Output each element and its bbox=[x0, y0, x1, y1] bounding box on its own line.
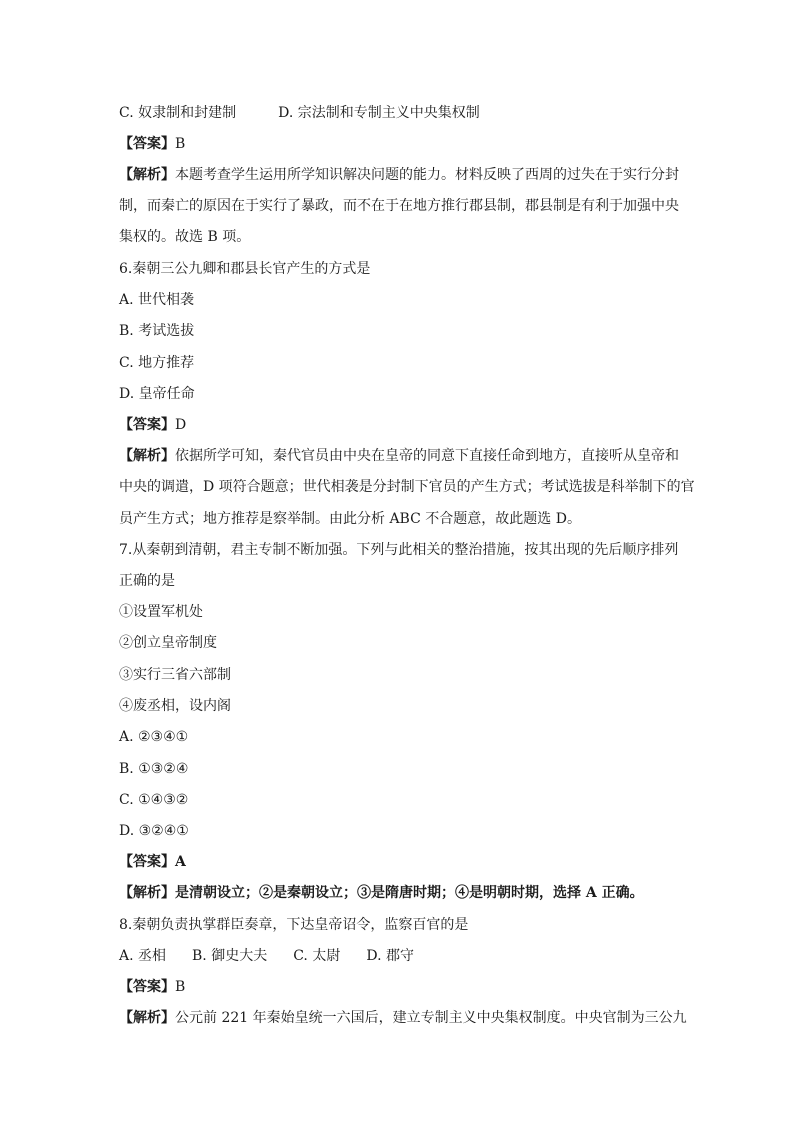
q8-analysis-line-1 bbox=[119, 1009, 687, 1027]
answer-label: 【答案】 bbox=[119, 417, 175, 433]
analysis-text: 公元前 221 年秦始皇统一六国后，建立专制主义中央集权制度。中央官制为三公九 bbox=[175, 1010, 687, 1026]
q6-stem: 6.秦朝三公九卿和郡县长官产生的方式是 bbox=[119, 261, 371, 277]
q7-item-1: ①设置军机处 bbox=[119, 604, 203, 620]
q8-option-c: C. 太尉 bbox=[293, 948, 341, 964]
q5-option-c: C. 奴隶制和封建制 bbox=[119, 105, 237, 121]
q5-options-cd bbox=[119, 104, 679, 122]
answer-value: A bbox=[175, 854, 186, 870]
analysis-text: 是清朝设立；②是秦朝设立；③是隋唐时期；④是明朝时期，选择 A 正确。 bbox=[175, 885, 644, 901]
q6-option-c: C. 地方推荐 bbox=[119, 355, 195, 371]
q7-item-2: ②创立皇帝制度 bbox=[119, 635, 217, 651]
q7-stem-line-1: 7.从秦朝到清朝，君主专制不断加强。下列与此相关的整治措施，按其出现的先后顺序排列 bbox=[119, 542, 679, 558]
q6-answer bbox=[119, 416, 679, 434]
q8-stem: 8.秦朝负责执掌群臣奏章，下达皇帝诏令，监察百官的是 bbox=[119, 917, 469, 933]
q5-analysis-line-1 bbox=[119, 166, 679, 184]
q5-analysis-line-2: 制，而秦亡的原因在于实行了暴政，而不在于在地方推行郡县制，郡县制是有利于加强中央 bbox=[119, 198, 679, 214]
q6-option-d: D. 皇帝任命 bbox=[119, 386, 195, 402]
q6-analysis-line-3: 员产生方式；地方推荐是察举制。由此分析 ABC 不合题意，故此题选 D。 bbox=[119, 511, 581, 527]
analysis-label: 【解析】 bbox=[119, 167, 175, 183]
q7-option-b: B. ①③②④ bbox=[119, 761, 189, 777]
q7-item-3: ③实行三省六部制 bbox=[119, 667, 231, 683]
q6-analysis-line-1 bbox=[119, 447, 679, 465]
answer-label: 【答案】 bbox=[119, 979, 175, 995]
q5-option-d: D. 宗法制和专制主义中央集权制 bbox=[278, 105, 480, 121]
answer-value: B bbox=[175, 979, 186, 995]
q7-option-a: A. ②③④① bbox=[119, 729, 189, 745]
q5-analysis-line-3: 集权的。故选 B 项。 bbox=[119, 229, 251, 245]
answer-label: 【答案】 bbox=[119, 854, 175, 870]
analysis-text: 本题考查学生运用所学知识解决问题的能力。材料反映了西周的过失在于实行分封 bbox=[175, 167, 679, 183]
q6-analysis-line-2: 中央的调遣，D 项符合题意；世代相袭是分封制下官员的产生方式；考试选拔是科举制下的官 bbox=[119, 479, 695, 495]
analysis-label: 【解析】 bbox=[119, 885, 175, 901]
analysis-text: 依据所学可知，秦代官员由中央在皇帝的同意下直接任命到地方，直接听从皇帝和 bbox=[175, 448, 679, 464]
answer-value: D bbox=[175, 417, 187, 433]
q8-option-a: A. 丞相 bbox=[119, 948, 167, 964]
answer-label: 【答案】 bbox=[119, 136, 175, 152]
q6-option-a: A. 世代相袭 bbox=[119, 292, 195, 308]
q6-option-b: B. 考试选拔 bbox=[119, 323, 195, 339]
q7-analysis-line-1 bbox=[119, 884, 679, 902]
q7-stem-line-2: 正确的是 bbox=[119, 573, 175, 589]
q8-option-d: D. 郡守 bbox=[366, 948, 414, 964]
answer-value: B bbox=[175, 136, 186, 152]
q7-option-d: D. ③②④① bbox=[119, 823, 189, 839]
analysis-label: 【解析】 bbox=[119, 1010, 175, 1026]
q8-answer bbox=[119, 978, 679, 996]
q8-option-b: B. 御史大夫 bbox=[192, 948, 268, 964]
q5-answer bbox=[119, 135, 679, 153]
q7-item-4: ④废丞相，设内阁 bbox=[119, 698, 231, 714]
q7-answer bbox=[119, 853, 679, 871]
q7-option-c: C. ①④③② bbox=[119, 792, 189, 808]
analysis-label: 【解析】 bbox=[119, 448, 175, 464]
q8-options bbox=[119, 947, 679, 965]
